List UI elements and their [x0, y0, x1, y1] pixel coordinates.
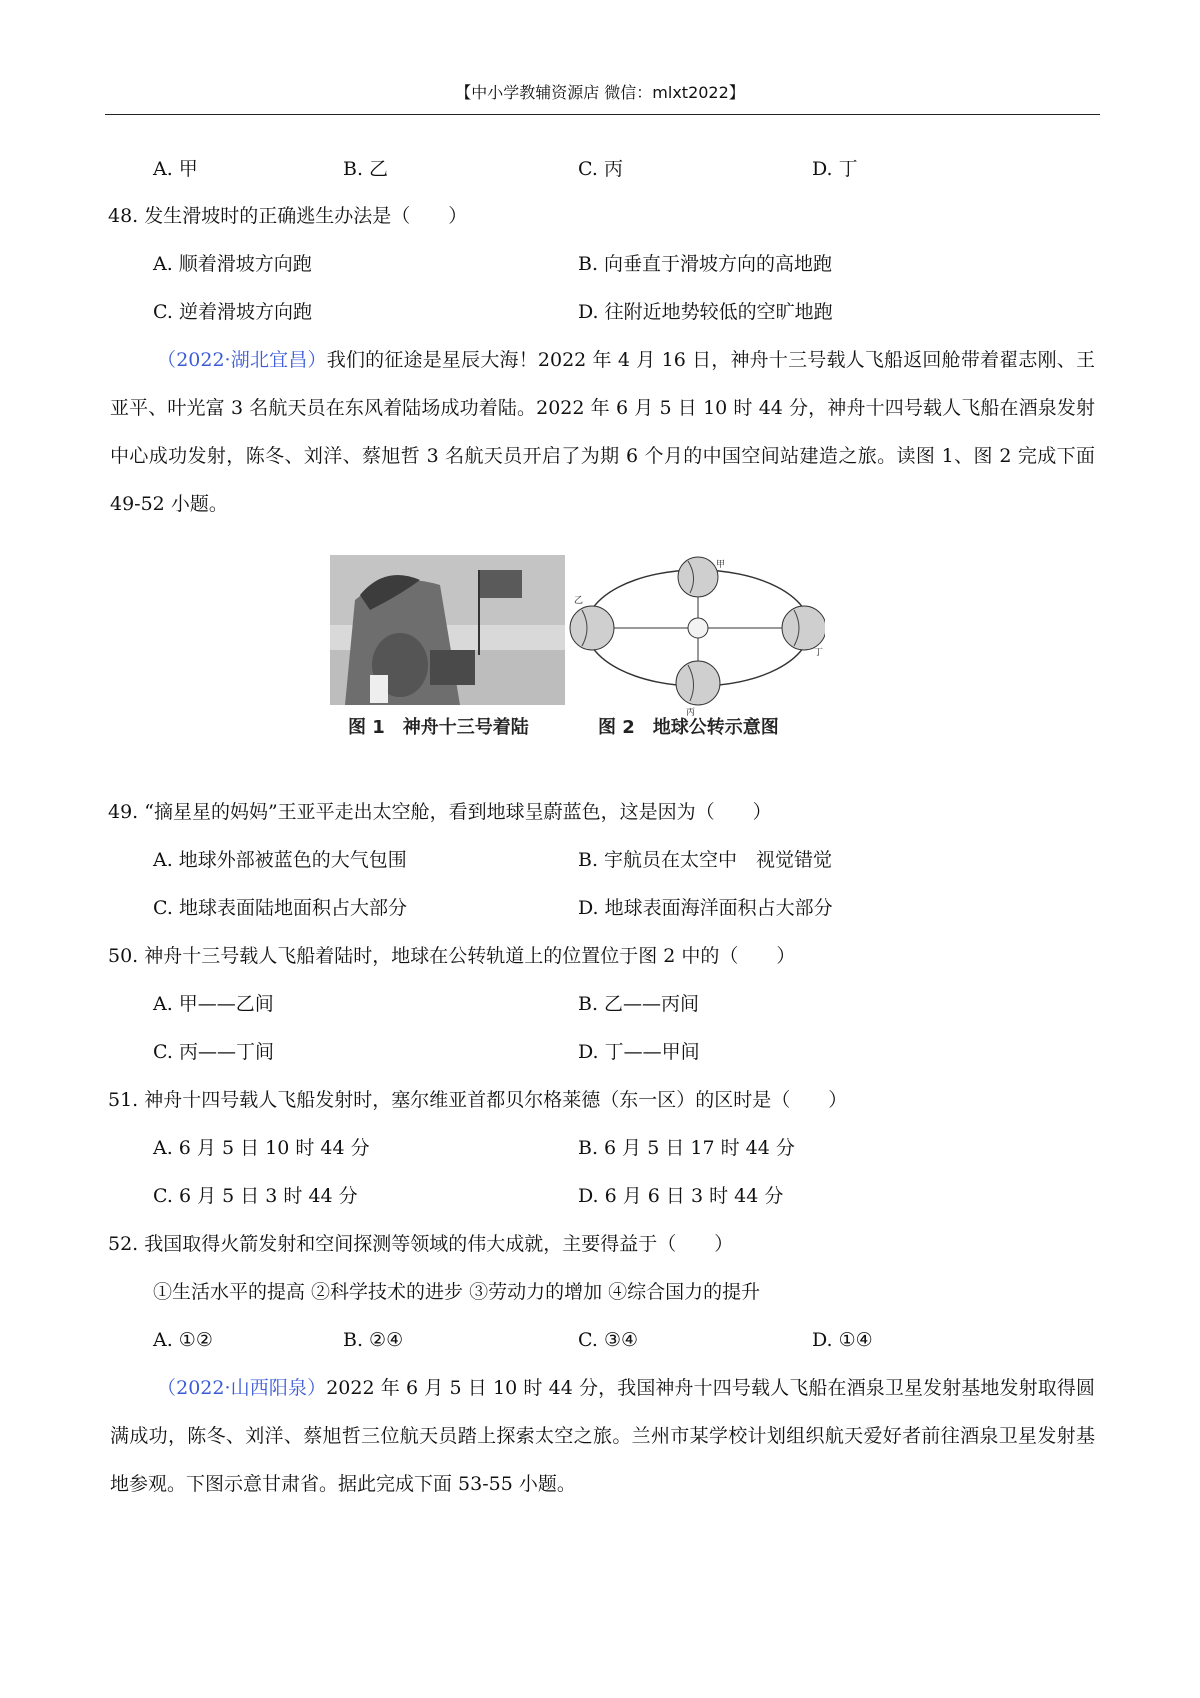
q48-option-d: D. 往附近地势较低的空旷地跑: [578, 301, 833, 323]
q50-option-b: B. 乙——丙间: [578, 993, 700, 1015]
orbit-label-yi: 乙: [574, 596, 584, 606]
q49-option-c: C. 地球表面陆地面积占大部分: [153, 897, 407, 919]
orbit-label-ding: 丁: [814, 648, 824, 658]
q51-option-a: A. 6 月 5 日 10 时 44 分: [153, 1137, 370, 1159]
figure-1-caption: 图 1 神舟十三号着陆: [348, 717, 529, 738]
q48-stem: 48. 发生滑坡时的正确逃生办法是（ ）: [108, 205, 468, 227]
q52-option-b: B. ②④: [343, 1329, 404, 1351]
q50-option-a: A. 甲——乙间: [153, 993, 274, 1015]
passage-2-text: 2022 年 6 月 5 日 10 时 44 分，我国神舟十四号载人飞船在酒泉卫星发射基地发射取得圆满成功，陈冬、刘洋、蔡旭哲三位航天员踏上探索太空之旅。兰州市某学校计划组织航天爱好者前往酒泉卫星发射基地参观。下图示意甘肃省。据此完成下面 53-55 小题。: [110, 1377, 1095, 1495]
q51-stem: 51. 神舟十四号载人飞船发射时，塞尔维亚首都贝尔格莱德（东一区）的区时是（ ）: [108, 1089, 848, 1111]
passage-1-text: 我们的征途是星辰大海！2022 年 4 月 16 日，神舟十三号载人飞船返回舱带着翟志刚、王亚平、叶光富 3 名航天员在东风着陆场成功着陆。2022 年 6 月 5 日 10 时 44 分，神舟十四号载人飞船在酒泉发射中心成功发射，陈冬、刘洋、蔡旭哲 3 名航天员开启了为期 6 个月的中国空间站建造之旅。读图 1、图 2 完成下面 49-52 小题。: [110, 349, 1095, 515]
q47-option-a: A. 甲: [153, 158, 198, 180]
passage-2: [110, 1364, 1095, 1508]
q48-option-a: A. 顺着滑坡方向跑: [153, 253, 312, 275]
q49-option-a: A. 地球外部被蓝色的大气包围: [153, 849, 407, 871]
q52-option-d: D. ①④: [812, 1329, 873, 1351]
q50-option-d: D. 丁——甲间: [578, 1041, 700, 1063]
q52-option-c: C. ③④: [578, 1329, 639, 1351]
q51-option-b: B. 6 月 5 日 17 时 44 分: [578, 1137, 795, 1159]
earth-right: [782, 606, 825, 650]
q51-option-c: C. 6 月 5 日 3 时 44 分: [153, 1185, 358, 1207]
passage-1-source: （2022·湖北宜昌）: [157, 349, 327, 371]
earth-top: [678, 557, 718, 597]
page-header: 【中小学教辅资源店 微信：mlxt2022】: [455, 83, 745, 102]
flag: [480, 570, 522, 598]
q50-stem: 50. 神舟十三号载人飞船着陆时，地球在公转轨道上的位置位于图 2 中的（ ）: [108, 945, 796, 967]
q49-option-b: B. 宇航员在太空中 视觉错觉: [578, 849, 833, 871]
orbit-label-jia: 甲: [716, 560, 726, 570]
q51-option-d: D. 6 月 6 日 3 时 44 分: [578, 1185, 784, 1207]
q50-option-c: C. 丙——丁间: [153, 1041, 274, 1063]
passage-2-source: （2022·山西阳泉）: [157, 1377, 327, 1399]
landing-photo: [330, 555, 565, 705]
sun: [688, 618, 708, 638]
q47-option-c: C. 丙: [578, 158, 623, 180]
q49-stem: 49. “摘星星的妈妈”王亚平走出太空舱，看到地球呈蔚蓝色，这是因为（ ）: [108, 801, 772, 823]
earth-left: [570, 606, 614, 650]
figure-1-2: [330, 555, 825, 755]
passage-1: [110, 336, 1095, 528]
q49-option-d: D. 地球表面海洋面积占大部分: [578, 897, 833, 919]
q52-stem: 52. 我国取得火箭发射和空间探测等领域的伟大成就，主要得益于（ ）: [108, 1233, 734, 1255]
q48-option-c: C. 逆着滑坡方向跑: [153, 301, 312, 323]
orbit-diagram: [570, 557, 825, 718]
q47-option-d: D. 丁: [812, 158, 858, 180]
earth-bottom: [676, 661, 720, 705]
q52-option-a: A. ①②: [153, 1329, 213, 1351]
orbit-label-bing: 丙: [686, 708, 696, 718]
figure-2-caption: 图 2 地球公转示意图: [598, 717, 779, 738]
header-divider: [105, 114, 1100, 115]
q52-statements: ①生活水平的提高 ②科学技术的进步 ③劳动力的增加 ④综合国力的提升: [153, 1281, 761, 1303]
q47-option-b: B. 乙: [343, 158, 389, 180]
q48-option-b: B. 向垂直于滑坡方向的高地跑: [578, 253, 833, 275]
